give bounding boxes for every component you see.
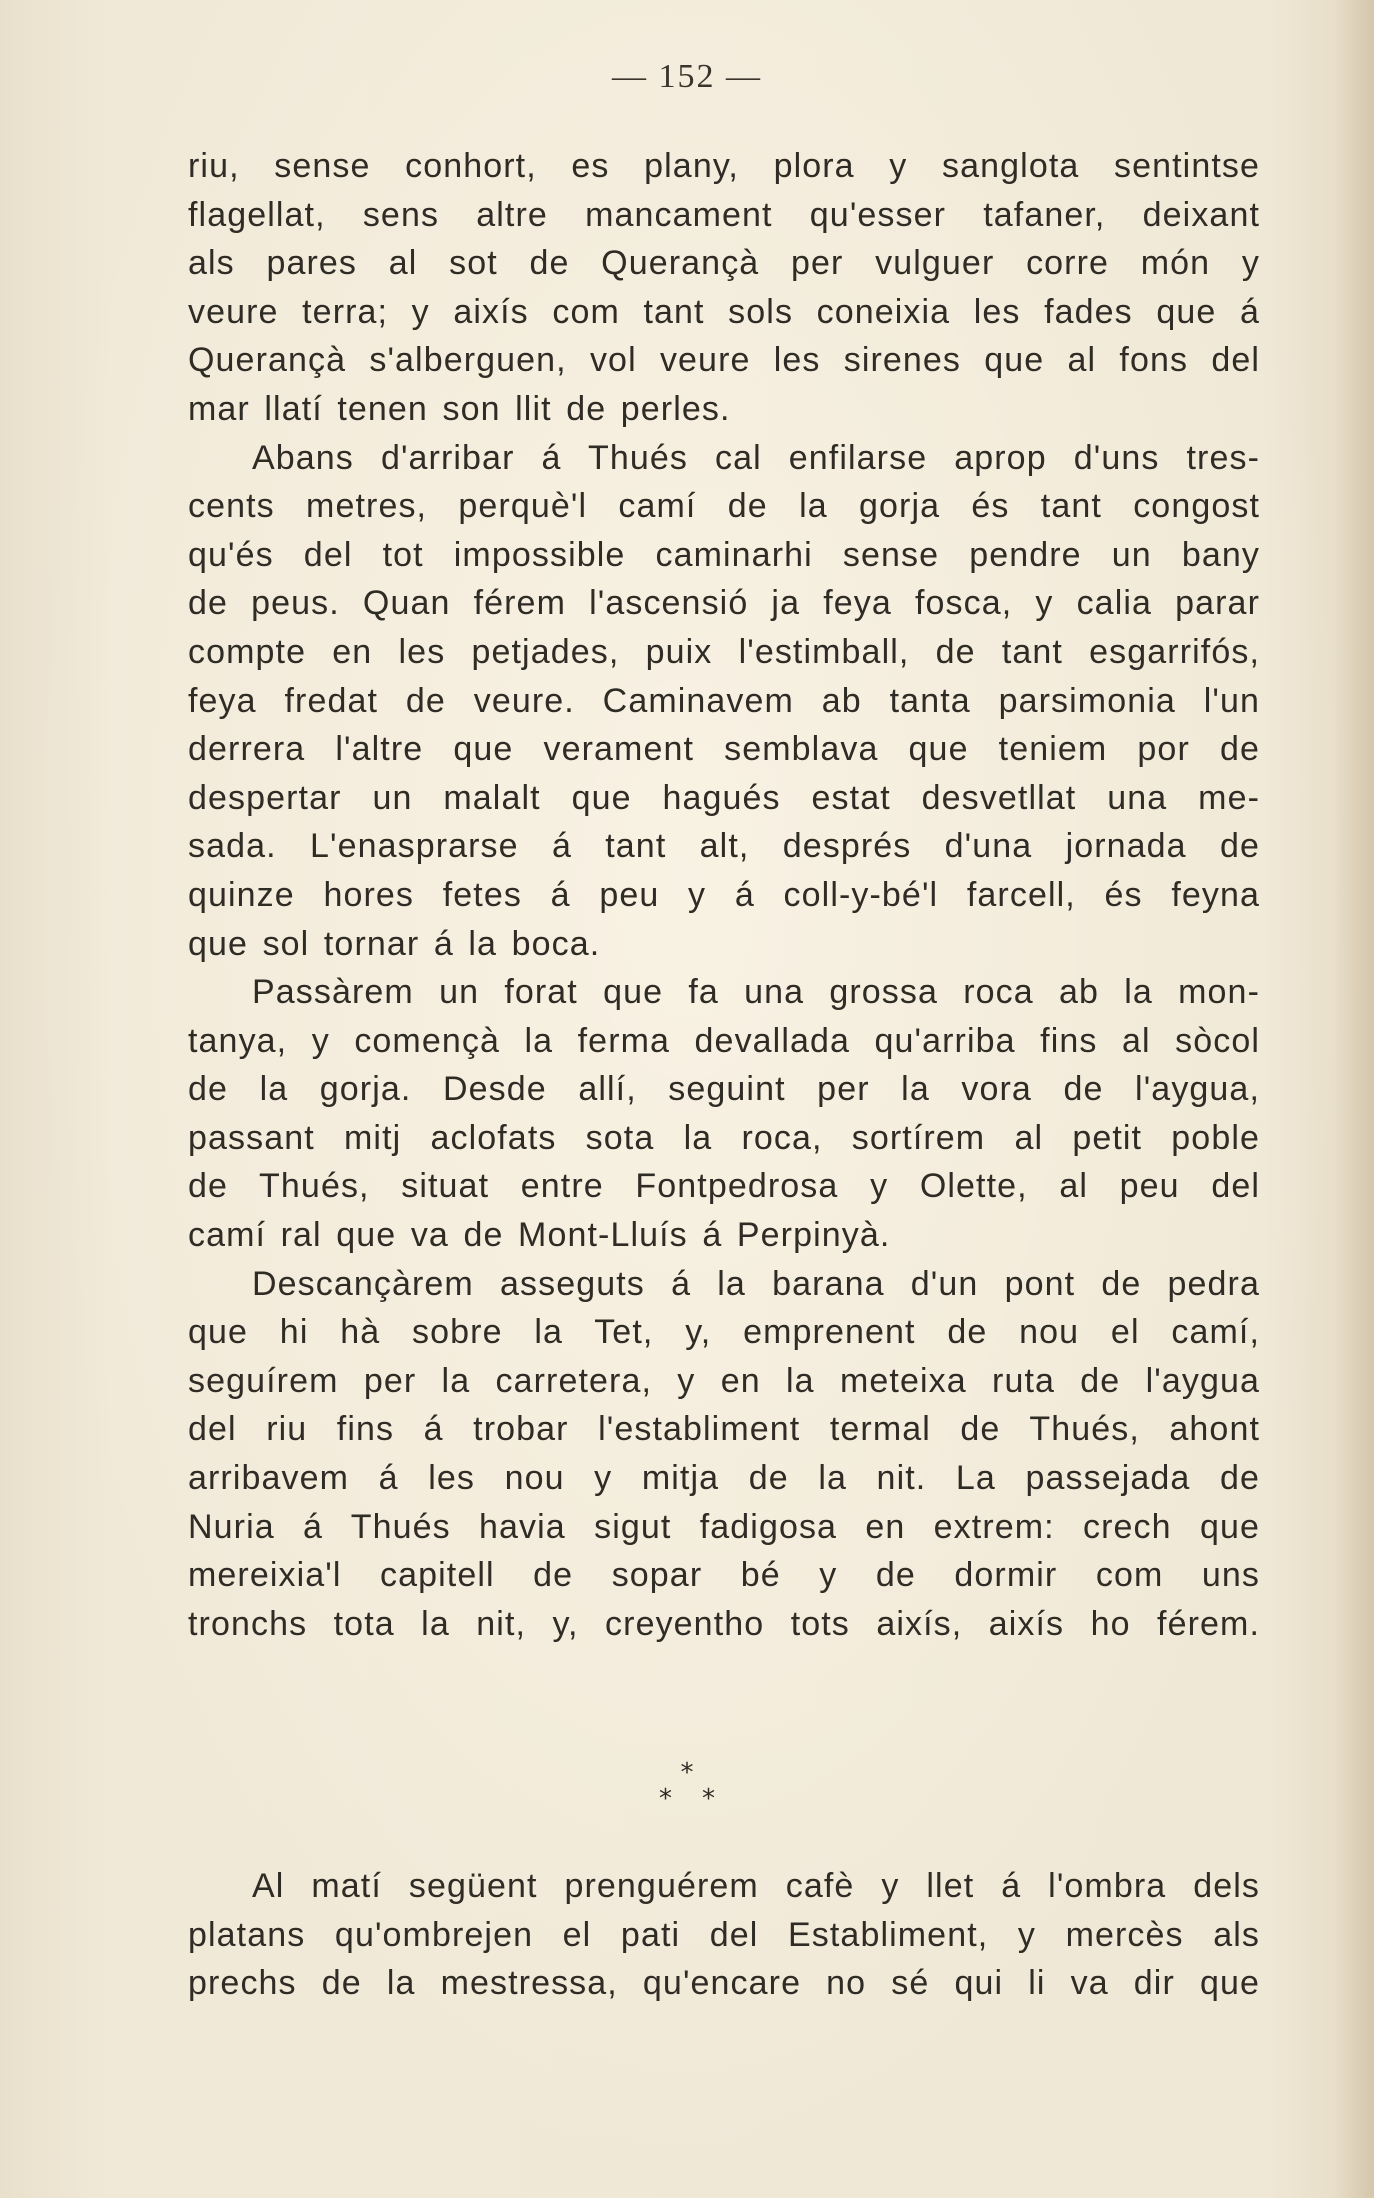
text-line: compte en les petjades, puix l'estimball, de tant esgarrifós, (188, 632, 1260, 671)
text-line: prechs de la mestressa, qu'encare no sé qui li va dir que (188, 1964, 1260, 2003)
text-line: quinze hores fetes á peu y á coll-y-bé'l farcell, és feyna (188, 875, 1260, 914)
text-line: passant mitj aclofats sota la roca, sortírem al petit poble (188, 1118, 1260, 1157)
text-line: del riu fins á trobar l'establiment termal de Thués, ahont (188, 1410, 1260, 1449)
continued-text (188, 1862, 1260, 2008)
text-line: platans qu'ombrejen el pati del Establiment, y mercès als (188, 1915, 1260, 1954)
text-line: veure terra; y aixís com tant sols coneixia les fades que á (188, 292, 1260, 331)
text-line: flagellat, sens altre mancament qu'esser tafaner, deixant (188, 195, 1260, 234)
text-line: que sol tornar á la boca. (188, 924, 601, 963)
section-separator (0, 1760, 1374, 1812)
asterism-top: * (680, 1758, 694, 1788)
text-line: feya fredat de veure. Caminavem ab tanta parsimonia l'un (188, 681, 1260, 720)
text-line: mar llatí tenen son llit de perles. (188, 389, 731, 428)
text-line: seguírem per la carretera, y en la meteixa ruta de l'aygua (188, 1361, 1260, 1400)
text-line: riu, sense conhort, es plany, plora y sanglota sentintse (188, 147, 1260, 185)
text-line: cents metres, perquè'l camí de la gorja és tant congost (188, 487, 1260, 526)
text-line: sada. L'enasprarse á tant alt, després d'una jornada de (188, 827, 1260, 866)
paragraph-1 (188, 142, 1260, 434)
text-line: de Thués, situat entre Fontpedrosa y Olette, al peu del (188, 1167, 1260, 1206)
asterism-bottom: ** (659, 1784, 745, 1814)
paragraph-3 (188, 968, 1260, 1260)
text-line: despertar un malalt que hagués estat desvetllat una me- (188, 778, 1260, 817)
text-line: de peus. Quan férem l'ascensió ja feya fosca, y calia parar (188, 584, 1260, 623)
text-line: derrera l'altre que verament semblava que teniem por de (188, 730, 1260, 769)
paragraph-4 (188, 1260, 1260, 1649)
paragraph-5 (188, 1862, 1260, 2008)
text-line: als pares al sot de Querançà per vulguer corre món y (188, 244, 1260, 283)
text-line: camí ral que va de Mont-Lluís á Perpinyà. (188, 1216, 891, 1255)
page-number: — 152 — (612, 58, 762, 95)
text-line: que hi hà sobre la Tet, y, emprenent de nou el camí, (188, 1313, 1260, 1352)
paragraph-2 (188, 434, 1260, 969)
text-line: arribavem á les nou y mitja de la nit. La passejada de (188, 1459, 1260, 1498)
text-line: tanya, y començà la ferma devallada qu'arriba fins al sòcol (188, 1021, 1260, 1060)
text-line: Al matí següent prenguérem cafè y llet á l'ombra dels (252, 1867, 1260, 1905)
text-line: Descançàrem asseguts á la barana d'un pont de pedra (252, 1264, 1260, 1303)
text-line: Querançà s'alberguen, vol veure les sirenes que al fons del (188, 341, 1260, 380)
text-line: de la gorja. Desde allí, seguint per la vora de l'aygua, (188, 1070, 1260, 1109)
text-line: tronchs tota la nit, y, creyentho tots aixís, aixís ho férem. (188, 1604, 1260, 1643)
text-line: Abans d'arribar á Thués cal enfilarse aprop d'uns tres- (252, 438, 1260, 477)
text-line: Passàrem un forat que fa una grossa roca ab la mon- (252, 973, 1260, 1012)
page-edge-shadow (1334, 0, 1374, 2198)
text-line: qu'és del tot impossible caminarhi sense pendre un bany (188, 535, 1260, 574)
text-line: mereixia'l capitell de sopar bé y de dormir com uns (188, 1556, 1260, 1595)
text-line: Nuria á Thués havia sigut fadigosa en extrem: crech que (188, 1507, 1260, 1546)
main-text (188, 142, 1260, 1648)
